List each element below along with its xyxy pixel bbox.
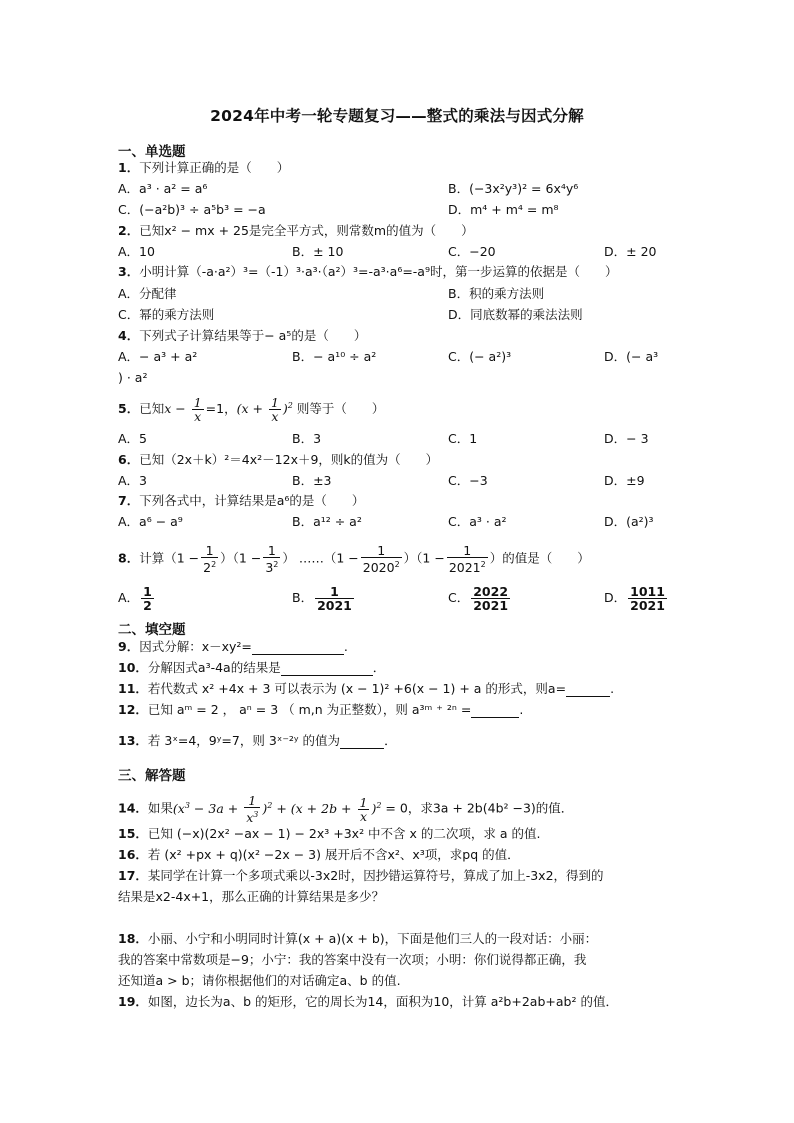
- question-8: 8．计算（1 − $\frac{1}{2^2}$ ）（1 − $\frac{1}{3^2}$ ） ……（1 − $\frac{1}{2020^2}$ ）（1 − $\frac{1}{2021^2}$ ）的值是（ ）: [118, 543, 590, 576]
- option-c: C．−3: [448, 473, 488, 488]
- document-title: 2024年中考一轮专题复习——整式的乘法与因式分解: [210, 107, 584, 125]
- fraction: $\frac{1}{3^2}$: [265, 543, 279, 576]
- question-stem: 下列计算正确的是（ ）: [139, 160, 290, 175]
- question-4: [118, 328, 366, 344]
- fraction: $\frac{1}{x}$: [270, 395, 279, 424]
- question-stem-part: 已知: [139, 401, 165, 416]
- answer-blank[interactable]: [281, 663, 373, 676]
- fraction: $\frac{1}{2020^2}$: [362, 543, 400, 576]
- option-d: D．±9: [604, 473, 645, 488]
- question-16: 16．若 (x² +px + q)(x² −2x − 3) 展开后不含x²、x³项，求pq 的值．: [118, 847, 520, 862]
- answer-blank[interactable]: [252, 642, 344, 655]
- question-stem-part: 则等于（ ）: [296, 401, 385, 416]
- option-a: A．a³ · a² = a⁶: [118, 181, 208, 196]
- option-d: D． $\frac{1011}{2021}$: [604, 584, 665, 613]
- question-stem-part: ……: [298, 550, 324, 566]
- question-stem: 小明计算（-a·a²）³=（-1）³·a³·（a²）³=-a³·a⁶=-a⁹时，第一步运算的依据是（ ）: [139, 264, 618, 279]
- option-b: B．积的乘方法则: [448, 286, 545, 301]
- option-a: A．分配律: [118, 286, 177, 301]
- question-stem: 已知（2x＋k）²＝4x²－12x＋9，则k的值为（ ）: [139, 452, 439, 467]
- option-d: D．m⁴ + m⁴ = m⁸: [448, 202, 559, 217]
- option-d: D．− 3: [604, 431, 649, 446]
- question-15: 15．已知 (−x)(2x² −ax − 1) − 2x³ +3x² 中不含 x 的二次项，求 a 的值.: [118, 826, 541, 841]
- option-c: C．(−a²b)³ ÷ a⁵b³ = −a: [118, 202, 266, 217]
- question-number: 4．: [118, 328, 140, 343]
- option-b: B．a¹² ÷ a²: [292, 514, 362, 529]
- fraction: $\frac{1}{2^2}$: [203, 543, 217, 576]
- section-heading-single-choice: 一、单选题: [118, 144, 186, 160]
- question-2: [118, 223, 474, 239]
- question-11: 11．若代数式 x² +4x + 3 可以表示为 (x − 1)² +6(x − 1) + a 的形式，则a= .: [118, 681, 615, 696]
- option-c: C． $\frac{2022}{2021}$: [448, 584, 509, 613]
- question-18-continued: 我的答案中常数项是−9；小宁：我的答案中没有一次项；小明：你们说得都正确，我: [118, 952, 587, 967]
- option-d-continued: ) · a²: [118, 370, 148, 385]
- question-12: 12．已知 aᵐ = 2 ， aⁿ = 3 （ m,n 为正整数），则 a³ᵐ ⁺ ²ⁿ = .: [118, 702, 524, 717]
- option-a: A．− a³ + a²: [118, 349, 198, 364]
- option-c: C．(− a²)³: [448, 349, 512, 364]
- option-b: B．± 10: [292, 244, 344, 259]
- question-number: 3．: [118, 264, 140, 279]
- question-5: 5．已知x − $\frac{1}{x}$ =1，(x + $\frac{1}{x}$ )$^2$ 则等于（ ）: [118, 395, 385, 424]
- question-1: [118, 160, 289, 176]
- question-stem: 已知x² − mx + 25是完全平方式，则常数m的值为（ ）: [139, 223, 474, 238]
- option-a: A．10: [118, 244, 155, 259]
- question-number: 5．: [118, 401, 140, 416]
- option-b: B．±3: [292, 473, 332, 488]
- question-stem-part: 计算: [139, 550, 165, 566]
- question-17-continued: 结果是x2-4x+1，那么正确的计算结果是多少？: [118, 889, 385, 904]
- question-stem-part: =1，: [205, 401, 237, 416]
- section-heading-fill-in: 二、填空题: [118, 622, 186, 638]
- fraction: $\frac{1}{x}$: [193, 395, 202, 424]
- option-c: C．a³ · a²: [448, 514, 507, 529]
- section-heading-solve: 三、解答题: [118, 768, 186, 784]
- question-17: 17．某同学在计算一个多项式乘以-3x2时，因抄错运算符号，算成了加上-3x2，得到的: [118, 868, 604, 883]
- question-number: 2．: [118, 223, 140, 238]
- question-6: [118, 452, 438, 468]
- option-c: C．幂的乘方法则: [118, 307, 215, 322]
- option-d: D．± 20: [604, 244, 657, 259]
- question-stem: 下列各式中，计算结果是a⁶的是（ ）: [139, 493, 365, 508]
- option-b: B．− a¹⁰ ÷ a²: [292, 349, 377, 364]
- option-b: B． $\frac{1}{2021}$: [292, 584, 352, 613]
- question-18: 18．小丽、小宁和小明同时计算(x + a)(x + b)，下面是他们三人的一段对话：小丽：: [118, 931, 598, 946]
- option-d: D．(a²)³: [604, 514, 654, 529]
- option-a: A． $\frac{1}{2}$: [118, 584, 152, 613]
- option-c: C．−20: [448, 244, 496, 259]
- question-number: 8．: [118, 550, 140, 566]
- question-3: [118, 264, 617, 280]
- question-18-continued: 还知道a > b；请你根据他们的对话确定a、b 的值.: [118, 973, 401, 988]
- answer-blank[interactable]: [340, 736, 384, 749]
- option-a: A．5: [118, 431, 148, 446]
- question-7: [118, 493, 364, 509]
- option-b: B．(−3x²y³)² = 6x⁴y⁶: [448, 181, 579, 196]
- option-a: A．a⁶ − a⁹: [118, 514, 183, 529]
- question-19: 19．如图，边长为a、b 的矩形，它的周长为14，面积为10，计算 a²b+2ab+ab² 的值．: [118, 994, 618, 1009]
- option-d: D．同底数幂的乘法法则: [448, 307, 583, 322]
- option-b: B．3: [292, 431, 322, 446]
- option-a: A．3: [118, 473, 148, 488]
- option-c: C．1: [448, 431, 478, 446]
- question-stem-part: 的值是（ ）: [502, 550, 590, 566]
- question-13: 13．若 3ˣ=4，9ʸ=7，则 3ˣ⁻²ʸ 的值为 ．: [118, 733, 397, 748]
- fraction: $\frac{1}{2021^2}$: [448, 543, 486, 576]
- question-10: 10．分解因式a³-4a的结果是 ．: [118, 660, 386, 675]
- question-9: 9．因式分解：x－xy²= .: [118, 639, 348, 654]
- question-number: 1．: [118, 160, 140, 175]
- question-stem: 下列式子计算结果等于− a⁵的是（ ）: [139, 328, 367, 343]
- question-number: 6．: [118, 452, 140, 467]
- question-14: 14．如果($x^3 - 3a$ + $\frac{1}{x^3}$ )$^2$ + (x + 2b + $\frac{1}{x}$ )$^2$ = 0，求3a + 2b(4b² −3)的值．: [118, 793, 574, 826]
- question-number: 7．: [118, 493, 140, 508]
- answer-blank[interactable]: [471, 705, 519, 718]
- option-d: D．(− a³: [604, 349, 659, 364]
- answer-blank[interactable]: [566, 684, 610, 697]
